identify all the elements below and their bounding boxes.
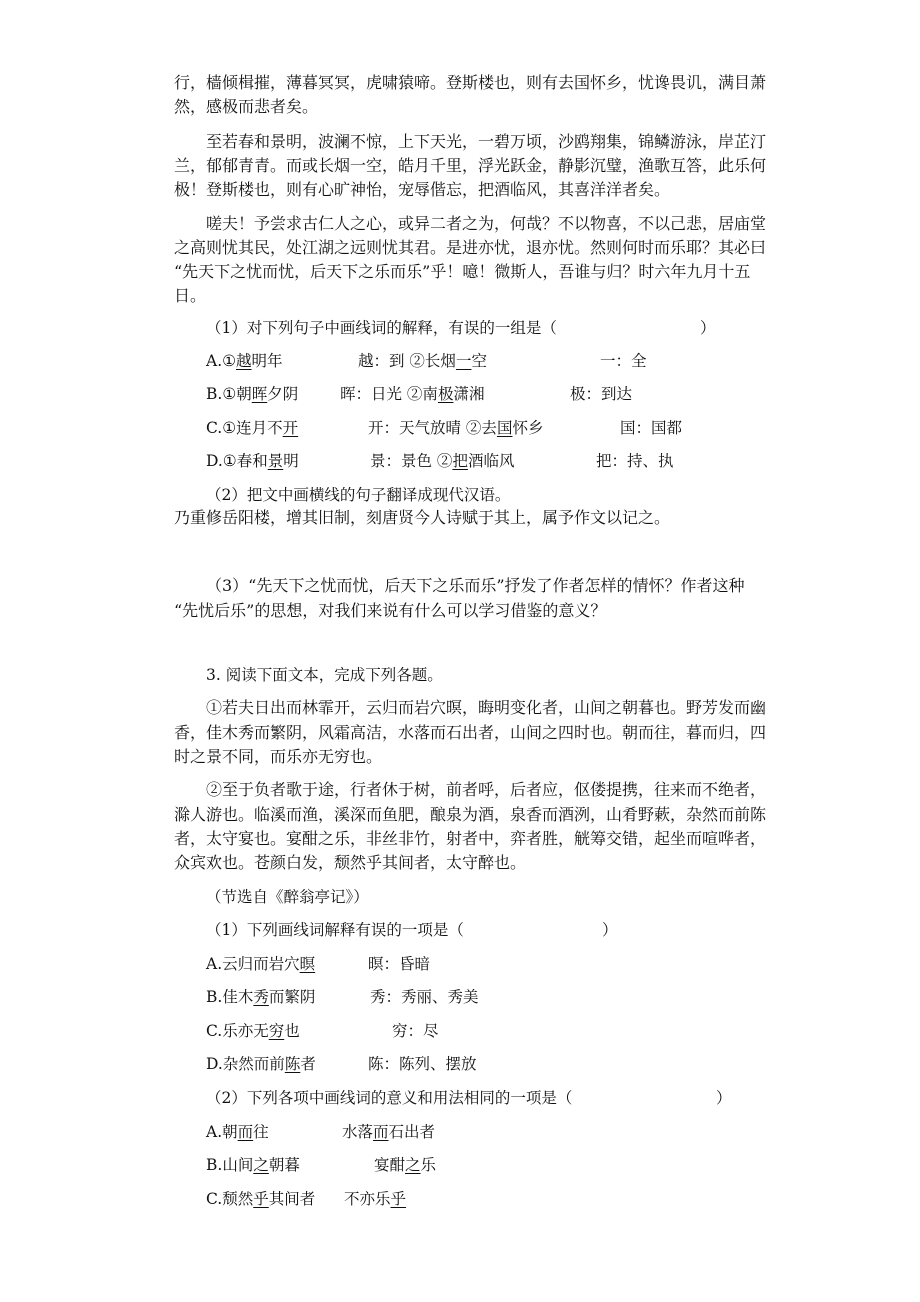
q5-option-a[interactable]: A.朝而往 — [206, 1123, 269, 1141]
q4-option-c[interactable]: C.乐亦无穷也 — [206, 1022, 300, 1040]
q1-stem: （1）对下列句子中画线词的解释，有误的一组是（ — [206, 319, 557, 337]
q4-close-paren: ） — [602, 921, 618, 939]
q4-option-b[interactable]: B.佳木秀而繁阴 — [206, 988, 316, 1006]
q5-option-b[interactable]: B.山间之朝暮 — [206, 1156, 300, 1174]
q4-stem: （1）下列画线词解释有误的一项是（ — [206, 921, 464, 939]
section3-heading: 3. 阅读下面文本，完成下列各题。 — [206, 666, 443, 684]
q5-option-b-compare: 宴酣之乐 — [374, 1156, 437, 1174]
passage1-p3-line4: 日。 — [174, 286, 207, 305]
q2-sentence: 乃重修岳阳楼，增其旧制，刻唐贤今人诗赋于其上，属予作文以记之。 — [174, 508, 671, 527]
section3-p2-line1: ②至于负者歌于途，行者休于树，前者呼，后者应，伛偻提携，往来而不绝者， — [206, 780, 767, 799]
q1-option-c[interactable]: C.①连月不开 — [206, 419, 299, 437]
section3-p1-line2: 香，佳木秀而繁阴，风霜高洁，水落而石出者，山间之四时也。朝而往，暮而归，四 — [174, 723, 767, 742]
section3-p2-line2: 滁人游也。临溪而渔，溪深而鱼肥，酿泉为酒，泉香而酒洌，山肴野蔌，杂然而前陈 — [174, 805, 767, 824]
section3-p2-line4: 众宾欢也。苍颜白发，颓然乎其间者，太守醉也。 — [174, 853, 527, 872]
q1-close-paren: ） — [700, 319, 716, 337]
section3-p1-line1: ①若夫日出而林霏开，云归而岩穴暝，晦明变化者，山间之朝暮也。野芳发而幽 — [206, 698, 767, 717]
q1-option-c-exp2: 国：国都 — [620, 419, 683, 437]
q4-option-c-exp: 穷：尽 — [392, 1022, 439, 1040]
q3-line1: （3）“先天下之忧而忧，后天下之乐而乐”抒发了作者怎样的情怀？作者这种 — [206, 576, 745, 595]
passage1-p3-line3: “先天下之忧而忧，后天下之乐而乐”乎！噫！微斯人，吾谁与归？时六年九月十五 — [174, 262, 751, 281]
passage1-p1-line2: 然，感极而悲者矣。 — [174, 97, 319, 116]
q5-stem: （2）下列各项中画线词的意义和用法相同的一项是（ — [206, 1089, 573, 1107]
passage1-p3-line1: 嗟夫！予尝求古仁人之心，或异二者之为，何哉？不以物喜，不以己悲，居庙堂 — [206, 214, 767, 233]
section3-source: （节选自《醉翁亭记》） — [206, 888, 369, 906]
section3-p1-line3: 时之景不同，而乐亦无穷也。 — [174, 747, 383, 766]
q1-option-c-exp1: 开：天气放晴 ②去国怀乡 — [368, 419, 544, 437]
q4-option-a[interactable]: A.云归而岩穴暝 — [206, 955, 316, 973]
q1-option-b[interactable]: B.①朝晖夕阴 — [206, 385, 299, 403]
q2-stem: （2）把文中画横线的句子翻译成现代汉语。 — [206, 486, 511, 504]
passage1-p2-line2: 兰，郁郁青青。而或长烟一空，皓月千里，浮光跃金，静影沉璧，渔歌互答，此乐何 — [174, 156, 767, 175]
q1-option-d-exp2: 把：持、执 — [596, 452, 674, 470]
q3-line2: “先忧后乐”的思想，对我们来说有什么可以学习借鉴的意义？ — [174, 601, 607, 620]
q4-option-b-exp: 秀：秀丽、秀美 — [370, 988, 479, 1006]
q4-option-a-exp: 暝：昏暗 — [368, 955, 431, 973]
q5-close-paren: ） — [716, 1089, 732, 1107]
q1-option-b-exp1: 晖：日光 ②南极潇湘 — [340, 385, 485, 403]
q1-option-d-exp1: 景：景色 ②把酒临风 — [370, 452, 515, 470]
passage1-p3-line2: 之高则忧其民，处江湖之远则忧其君。是进亦忧，退亦忧。然则何时而乐耶？其必曰 — [174, 238, 767, 257]
q5-option-a-compare: 水落而石出者 — [342, 1123, 436, 1141]
passage1-p2-line3: 极！登斯楼也，则有心旷神怡，宠辱偕忘，把酒临风，其喜洋洋者矣。 — [174, 180, 671, 199]
q1-option-b-exp2: 极：到达 — [570, 385, 633, 403]
q5-option-c-compare: 不亦乐乎 — [344, 1190, 407, 1208]
passage1-p2-line1: 至若春和景明，波澜不惊，上下天光，一碧万顷，沙鸥翔集，锦鳞游泳，岸芷汀 — [206, 132, 767, 151]
passage1-p1-line1: 行，樯倾楫摧，薄暮冥冥，虎啸猿啼。登斯楼也，则有去国怀乡，忧谗畏讥，满目萧 — [174, 73, 767, 92]
q4-option-d[interactable]: D.杂然而前陈者 — [206, 1055, 316, 1073]
section3-p2-line3: 者，太守宴也。宴酣之乐，非丝非竹，射者中，弈者胜，觥筹交错，起坐而喧哗者， — [174, 829, 767, 848]
q1-option-a-exp2: 一：全 — [600, 352, 647, 370]
q1-option-d[interactable]: D.①春和景明 — [206, 452, 299, 470]
q1-option-a-exp1: 越：到 ②长烟一空 — [358, 352, 487, 370]
q4-option-d-exp: 陈：陈列、摆放 — [368, 1055, 477, 1073]
q1-option-a[interactable]: A.①越明年 — [206, 352, 283, 370]
q5-option-c[interactable]: C.颓然乎其间者 — [206, 1190, 316, 1208]
